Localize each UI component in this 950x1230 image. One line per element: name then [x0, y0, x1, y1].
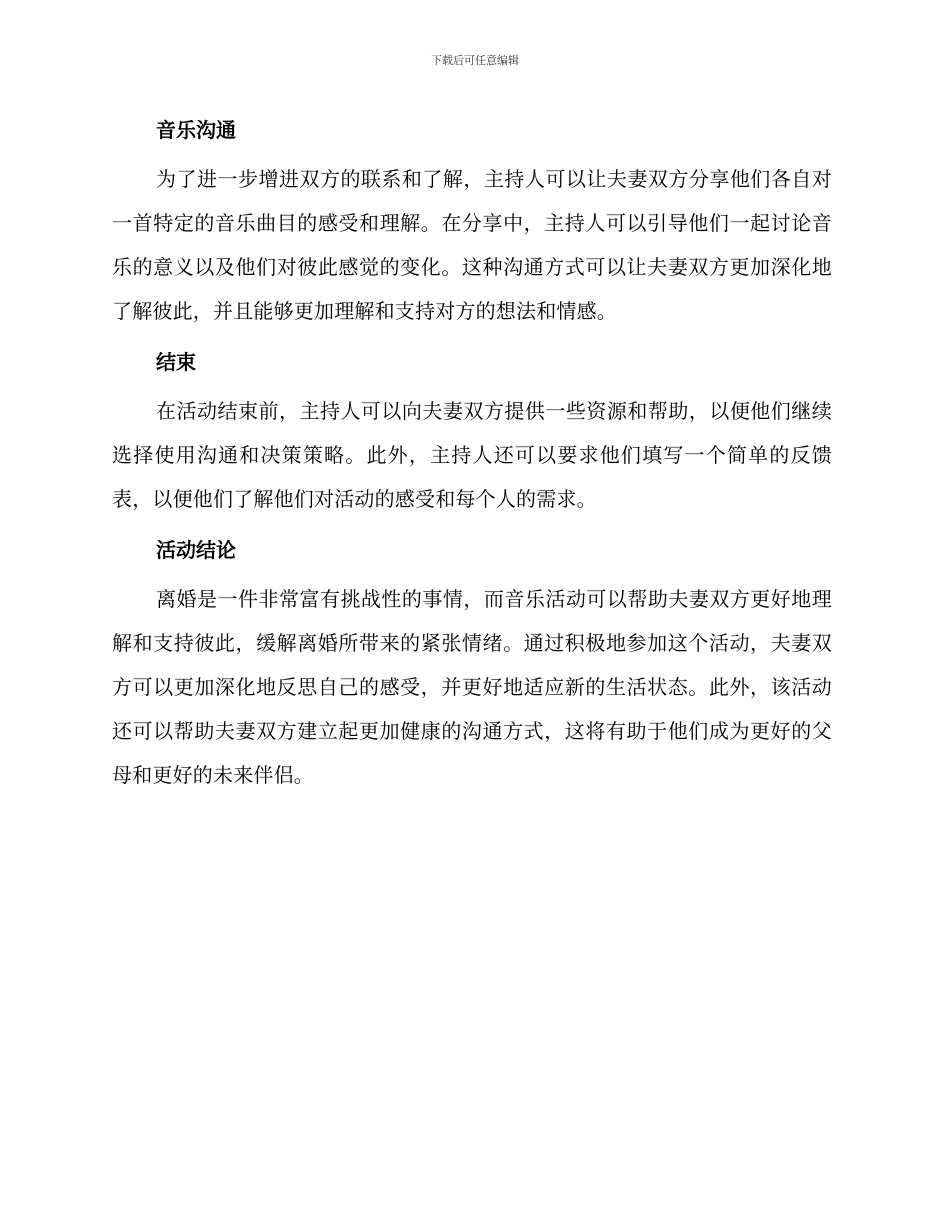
section-paragraph-music-communication: 为了进一步增进双方的联系和了解，主持人可以让夫妻双方分享他们各自对一首特定的音乐曲目的感受和理解。在分享中，主持人可以引导他们一起讨论音乐的意义以及他们对彼此感觉的变化。这种沟通方式可以让夫妻双方更加深化地了解彼此，并且能够更加理解和支持对方的想法和情感。	[112, 167, 832, 323]
section-heading-activity-conclusion: 活动结论	[156, 538, 236, 562]
page-header: 下载后可任意编辑	[431, 54, 519, 67]
section-paragraph-activity-conclusion: 离婚是一件非常富有挑战性的事情，而音乐活动可以帮助夫妻双方更好地理解和支持彼此，缓解离婚所带来的紧张情绪。通过积极地参加这个活动，夫妻双方可以更加深化地反思自己的感受，并更好地适应新的生活状态。此外，该活动还可以帮助夫妻双方建立起更加健康的沟通方式，这将有助于他们成为更好的父母和更好的未来伴侣。	[112, 587, 832, 787]
section-heading-music-communication: 音乐沟通	[156, 118, 236, 142]
section-paragraph-ending: 在活动结束前，主持人可以向夫妻双方提供一些资源和帮助，以便他们继续选择使用沟通和决策策略。此外，主持人还可以要求他们填写一个简单的反馈表，以便他们了解他们对活动的感受和每个人的需求。	[112, 399, 832, 511]
document-body	[112, 112, 832, 808]
section-heading-ending: 结束	[156, 350, 196, 374]
